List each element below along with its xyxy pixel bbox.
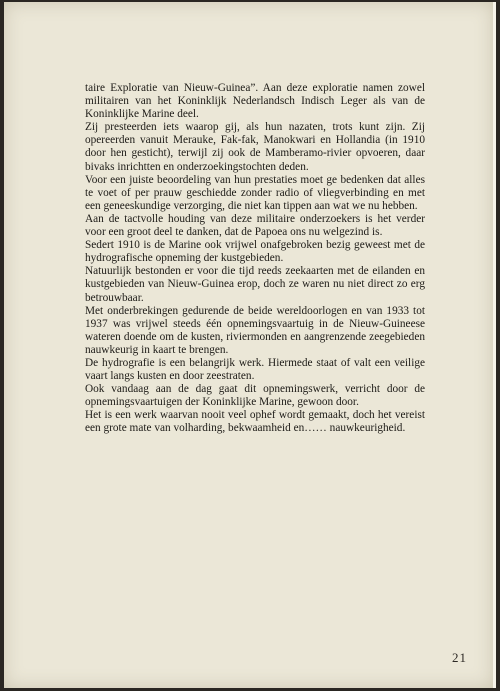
paragraph-10: Het is een werk waarvan nooit veel ophef wordt gemaakt, doch het vereist een grote mate van volharding, bekwaamheid en…… nauwkeurigheid. [85,409,425,435]
paragraph-9: Ook vandaag aan de dag gaat dit opnemingswerk, verricht door de opnemingsvaartuigen der Koninklijke Marine, gewoon door. [85,383,425,409]
page-number: 21 [452,650,467,665]
paragraph-3: Voor een juiste beoordeling van hun prestaties moet ge bedenken dat alles te voet of per prauw geschiedde zonder radio of vliegverbinding en met een geneeskundige verzorging, die niet kan tippen aan wat we nu hebben. [85,173,425,212]
paragraph-1: taire Exploratie van Nieuw-Guinea”. Aan deze exploratie namen zowel militairen van het Koninklijk Nederlandsch Indisch Leger als van de Koninklijke Marine deel. [85,82,425,121]
book-page [4,2,496,688]
paragraph-7: Met onderbrekingen gedurende de beide wereldoorlogen en van 1933 tot 1937 was vrijwel steeds één opnemingsvaartuig in de Nieuw-Guineese wateren doende om de kusten, riviermonden en aangrenzende zeegebieden nauwkeurig in kaart te brengen. [85,304,425,356]
paragraph-4: Aan de tactvolle houding van deze militaire onderzoekers is het verder voor een groot deel te danken, dat de Papoea ons nu welgezind is. [85,212,425,239]
paragraph-5: Sedert 1910 is de Marine ook vrijwel onafgebroken bezig geweest met de hydrografische opneming der kustgebieden. [85,239,425,265]
paragraph-6: Natuurlijk bestonden er voor die tijd reeds zeekaarten met de eilanden en kustgebieden van Nieuw-Guinea erop, doch ze waren nu niet direct zo erg betrouwbaar. [85,265,425,304]
body-text [85,82,425,436]
paragraph-8: De hydrografie is een belangrijk werk. Hiermede staat of valt een veilige vaart langs kusten en door zeestraten. [85,356,425,383]
paragraph-2: Zij presteerden iets waarop gij, als hun nazaten, trots kunt zijn. Zij opereerden vanuit Merauke, Fak-fak, Manokwari en Hollandia (in 1910 door hen gesticht), terwijl zij ook de Mamberamo-rivier opvoeren, daar bivaks inrichtten en onderzoekingstochten deden. [85,121,425,173]
